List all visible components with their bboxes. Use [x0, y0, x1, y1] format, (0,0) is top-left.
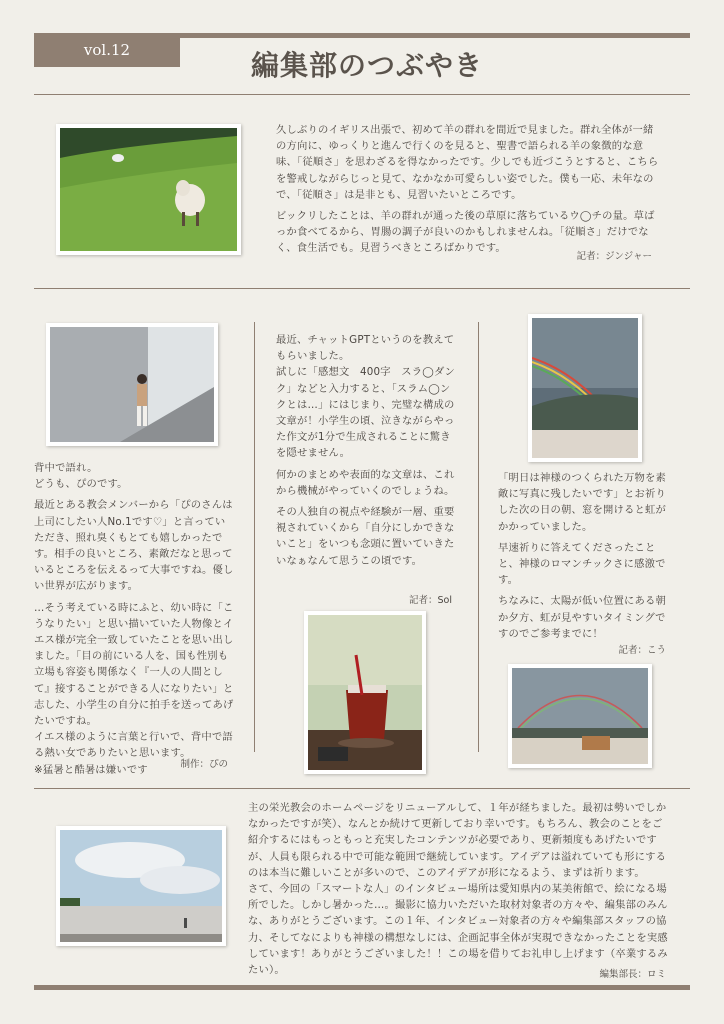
- woman-walking-photo: [46, 323, 218, 446]
- article-4-paragraph: ちなみに、太陽が低い位置にある朝か夕方、虹が見やすいタイミングですのでご参考までに！: [498, 595, 666, 640]
- article-3-text: [276, 332, 458, 574]
- section-divider-2: [34, 788, 690, 789]
- footer-bar: [34, 985, 690, 990]
- page-title: 編集部のつぶやき: [250, 49, 483, 82]
- volume-tab: vol.12: [34, 33, 180, 67]
- rainbow-photo-2: [508, 664, 652, 768]
- article-5-text: [248, 800, 668, 983]
- article-1-author: 記者：ジンジャー: [576, 251, 652, 262]
- article-2-paragraph: 最近とある教会メンバーから「ぴのさんは上司にしたい人No.1です♡」と言っていただき、照れ臭くもとても嬉しかったです。相手の良いところ、素敵だなと思っているところを伝えるって大事ですね。優しい世界が広がります。: [34, 499, 234, 593]
- article-3-paragraph: その人独自の視点や経験が一層、重要視されていくから「自分にしかできないこと」をいつも念頭に置いていきたいなぁなんて思うこの頃です。: [276, 506, 455, 567]
- article-5-author: 編集部長：ロミ: [599, 969, 666, 980]
- article-3-author: 記者：Sol: [409, 595, 452, 606]
- article-3-paragraph: 最近、チャットGPTというのを教えてもらいました。 試しに「感想文 400字 スラ◯ダンク」などと入力すると、「スラム◯ンクとは…」にはじまり、完璧な構成の文章が！小学生の頃、泣きながらやった作文が1分で生成されることに驚きを隠せません。: [276, 334, 456, 460]
- article-1-paragraph: ビックリしたことは、羊の群れが通った後の草原に落ちているウ◯チの量。草ばっか食べてるから、胃腸の調子が良いのかもしれませんね。「従順さ」だけでなく、食生活でも。見習うべきところばかりです。: [276, 210, 655, 255]
- column-divider-left: [254, 322, 255, 752]
- column-divider-right: [478, 322, 479, 752]
- section-divider-1: [34, 288, 690, 289]
- article-4-paragraph: 早速祈りに答えてくださったことと、神様のロマンチックさに感激です。: [498, 541, 666, 587]
- sheep-photo: [56, 124, 241, 255]
- article-2-author: 制作：ぴの: [180, 759, 228, 770]
- article-1-paragraph: 久しぶりのイギリス出張で、初めて羊の群れを間近で見ました。群れ全体が一緒の方向に、ゆっくりと進んで行くのを見ると、聖書で語られる羊の象徴的な意味、「従順さ」を思わざるを得なかったです。少しでも近づこうとすると、こちらを警戒しながらじっと見て、なかなか可愛らしい姿でした。僕も一応、未年なので、「従順さ」は是非とも、見習いたいところです。: [276, 124, 659, 201]
- article-3-paragraph: 何かのまとめや表面的な文章は、これから機械がやっていくのでしょうね。: [276, 468, 455, 497]
- article-5-paragraph: 主の栄光教会のホームページをリニューアルして、１年が経ちました。最初は勢いでしかなかったですが笑）、なんとか続けて更新しており幸いです。もちろん、教会のことをご紹介するにはもっともっと充実したコンテンツが必要であり、更新頻度もあげたいですが、人員も限られる中で可能な範囲で継続しています。アイデアは溢れていても形にするのは本当に難しいことが多いので、このアイデアが形になるよう、まずは祈ります。 さて、今回の「スマートな人」のインタビュー場所は愛知県内の某美術館で、絵になる場所でした。しかし暑かった…。撮影に協力いただいた取材対象者の方々や、編集部のみんな、ありがとうございます。この１年、インタビュー対象者の方々や編集部スタッフの協力、そしてなによりも神様の構想なしには、企画記事全体が実現できなかったことを実感しています！ありがとうございました！！この場を借りてお礼申し上げます（卒業するみたい）。: [248, 802, 668, 977]
- article-4-text: [498, 470, 674, 647]
- article-2-paragraph: 背中で語れ。 どうも、ぴのです。: [34, 462, 128, 491]
- iced-drink-photo: [304, 611, 426, 774]
- article-2-paragraph: …そう考えている時にふと、幼い時に「こうなりたい」と思い描いていた人物像とイエス様が完全一致していたことを思い出しました。「目の前にいる人を、国も性別も立場も容姿も関係なく『一人の人間として』接することができる人になりたい」と志した、小学生の自分に拍手を送ってあげたいですね。 イエス様のように言葉と行いで、背中で語る熱い女でありたいと思います。 ※猛暑と酷暑は嫌いです: [34, 601, 234, 776]
- article-4-author: 記者：こう: [618, 645, 666, 656]
- header-divider: [34, 94, 690, 95]
- art-museum-wall-photo: [56, 826, 226, 946]
- article-4-paragraph: 「明日は神様のつくられた万物を素敵に写真に残したいです」とお祈りした次の日の朝、窓を開けると虹がかかっていました。: [498, 472, 666, 533]
- article-1-text: [276, 122, 660, 262]
- rainbow-photo-1: [528, 314, 642, 462]
- article-2-text: [34, 460, 234, 783]
